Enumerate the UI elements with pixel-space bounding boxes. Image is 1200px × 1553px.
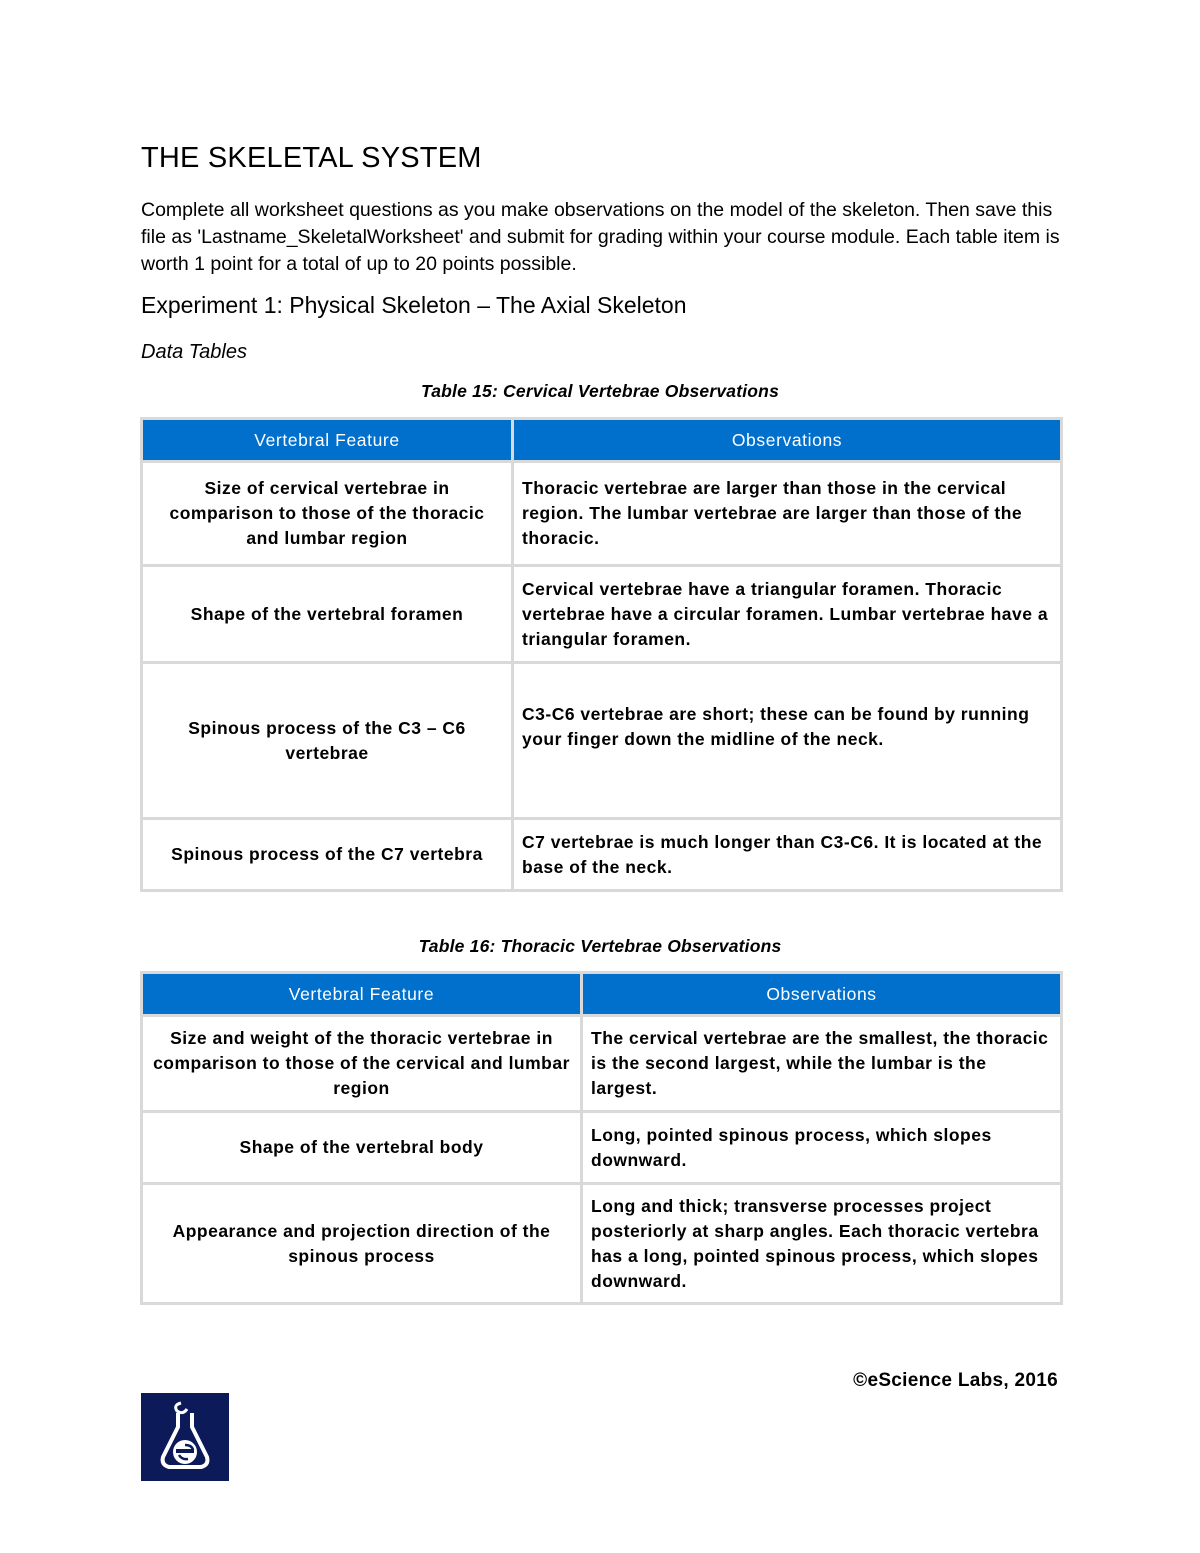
table16-row2-feature: Shape of the vertebral body: [142, 1112, 582, 1184]
table16-row3-observation: Long and thick; transverse processes project posteriorly at sharp angles. Each thoracic vertebra has a long, pointed spinous process, which slopes downward.: [582, 1184, 1062, 1304]
table-row: [142, 1112, 1062, 1184]
table15-row3-feature: Spinous process of the C3 – C6 vertebrae: [142, 663, 513, 819]
table16-header-feature: Vertebral Feature: [142, 973, 582, 1016]
table16-row2-observation: Long, pointed spinous process, which slopes downward.: [582, 1112, 1062, 1184]
table16: [140, 971, 1063, 1305]
table16-row1-observation: The cervical vertebrae are the smallest, the thoracic is the second largest, while the lumbar is the largest.: [582, 1016, 1062, 1112]
table16-header-observations: Observations: [582, 973, 1062, 1016]
table15-row4-feature: Spinous process of the C7 vertebra: [142, 819, 513, 891]
table15-row1-observation: Thoracic vertebrae are larger than those in the cervical region. The lumbar vertebrae are larger than those of the thoracic.: [513, 462, 1062, 566]
table-row: [142, 819, 1062, 891]
table15: [140, 417, 1063, 892]
escience-logo: [141, 1393, 229, 1481]
table16-row3-feature: Appearance and projection direction of the spinous process: [142, 1184, 582, 1304]
table-row: [142, 1184, 1062, 1304]
table-row: [142, 462, 1062, 566]
table16-caption: Table 16: Thoracic Vertebrae Observations: [418, 936, 782, 956]
table15-header-feature: Vertebral Feature: [142, 419, 513, 462]
table16-header-row: [142, 973, 1062, 1016]
copyright-notice: ©eScience Labs, 2016: [853, 1370, 1058, 1391]
table-row: [142, 663, 1062, 819]
table15-row3-observation: C3-C6 vertebrae are short; these can be found by running your finger down the midline of the neck.: [513, 663, 1062, 819]
table15-header-observations: Observations: [513, 419, 1062, 462]
table15-row1-feature: Size of cervical vertebrae in comparison to those of the thoracic and lumbar region: [142, 462, 513, 566]
table-row: [142, 1016, 1062, 1112]
table15-header-row: [142, 419, 1062, 462]
intro-paragraph: Complete all worksheet questions as you make observations on the model of the skeleton. Then save this file as 'Lastname_SkeletalWorksheet' and submit for grading within your course module. Each table item is worth 1 point for a total of up to 20 points possible.: [141, 199, 1060, 275]
flask-e-logo-icon: [141, 1393, 229, 1481]
table15-caption: Table 15: Cervical Vertebrae Observations: [420, 381, 780, 401]
page-title: THE SKELETAL SYSTEM: [141, 142, 482, 174]
table15-row2-feature: Shape of the vertebral foramen: [142, 566, 513, 663]
table15-row2-observation: Cervical vertebrae have a triangular foramen. Thoracic vertebrae have a circular foramen. Lumbar vertebrae have a triangular foramen.: [513, 566, 1062, 663]
table16-row1-feature: Size and weight of the thoracic vertebrae in comparison to those of the cervical and lumbar region: [142, 1016, 582, 1112]
experiment-heading: Experiment 1: Physical Skeleton – The Axial Skeleton: [141, 292, 687, 318]
data-tables-subheading: Data Tables: [141, 341, 247, 363]
table-row: [142, 566, 1062, 663]
table15-row4-observation: C7 vertebrae is much longer than C3-C6. It is located at the base of the neck.: [513, 819, 1062, 891]
